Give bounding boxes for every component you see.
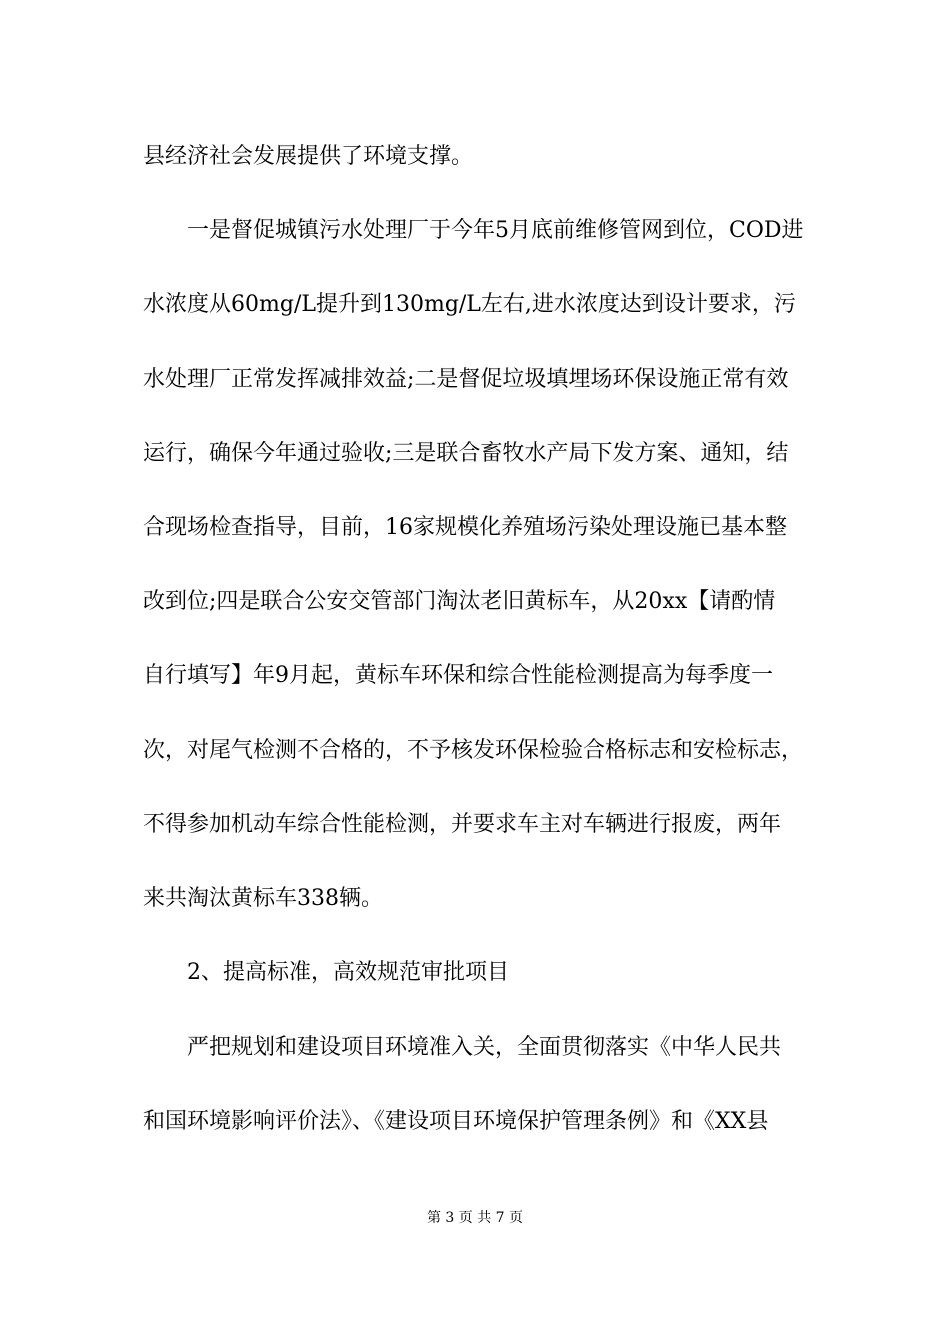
page-number: 第 3 页 共 7 页 [426, 1210, 524, 1226]
text-line-11: 来共淘汰黄标车338辆。 [143, 886, 383, 911]
section-heading: 2、提高标准，高效规范审批项目 [143, 960, 509, 985]
text-line-2: 一是督促城镇污水处理厂于今年5月底前维修管网到位，COD进 [143, 218, 804, 243]
text-line-5: 运行，确保今年通过验收;三是联合畜牧水产局下发方案、通知，结 [143, 441, 789, 466]
text-line-4: 水处理厂正常发挥减排效益;二是督促垃圾填埋场环保设施正常有效 [143, 367, 789, 392]
text-line-8: 自行填写】年9月起，黄标车环保和综合性能检测提高为每季度一 [143, 663, 773, 688]
text-line-3: 水浓度从60mg/L提升到130mg/L左右,进水浓度达到设计要求，污 [143, 292, 796, 317]
page-footer [0, 1208, 950, 1228]
text-line-9: 次，对尾气检测不合格的，不予核发环保检验合格标志和安检标志， [143, 738, 804, 763]
text-line-1: 县经济社会发展提供了环境支撑。 [143, 144, 474, 169]
text-line-13: 严把规划和建设项目环境准入关，全面贯彻落实《中华人民共 [143, 1035, 782, 1060]
text-line-14: 和国环境影响评价法》、《建设项目环境保护管理条例》和《XX县 [143, 1109, 769, 1134]
text-line-6: 合现场检查指导，目前，16家规模化养殖场污染处理设施已基本整 [143, 515, 787, 540]
text-line-10: 不得参加机动车综合性能检测，并要求车主对车辆进行报废，两年 [143, 812, 782, 837]
text-line-7: 改到位;四是联合公安交管部门淘汰老旧黄标车，从20xx【请酌情 [143, 589, 776, 614]
